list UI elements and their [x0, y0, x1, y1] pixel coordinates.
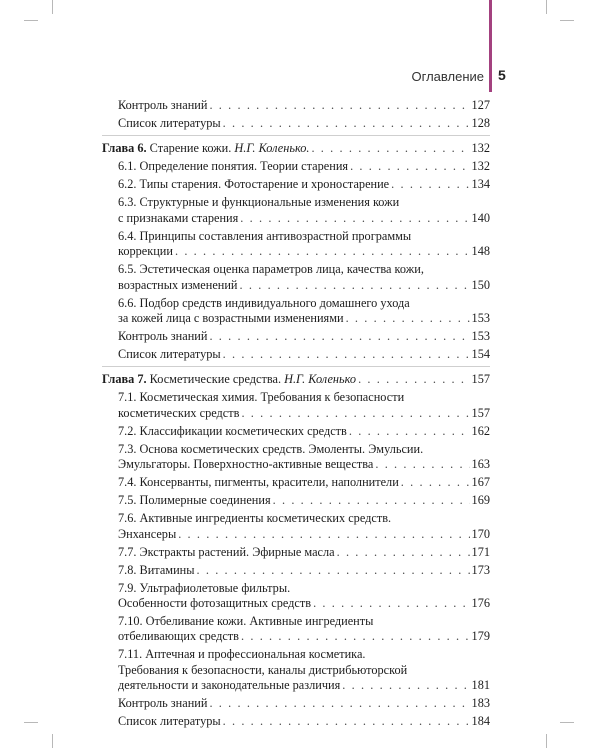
chapter-heading[interactable]: Глава 6. Старение кожи. Н.Г. Коленько. . . . 132 [102, 141, 490, 156]
toc-entry[interactable]: 6.1. Определение понятия. Теории старения . . . 132 [118, 159, 490, 174]
table-of-contents [102, 98, 490, 732]
toc-entry[interactable]: 7.6. Активные ингредиенты косметических средств. Энхансеры . . . 170 [118, 511, 490, 542]
crop-mark [560, 20, 574, 21]
crop-mark [546, 0, 547, 14]
toc-entry[interactable]: 7.10. Отбеливание кожи. Активные ингредиенты отбеливающих средств . . . 179 [118, 614, 490, 645]
toc-entry[interactable]: 7.8. Витамины . . . 173 [118, 563, 490, 578]
toc-entry[interactable]: 7.3. Основа косметических средств. Эмоленты. Эмульсии. Эмульгаторы. Поверхностно-активные вещества . . . 163 [118, 442, 490, 473]
toc-entry[interactable]: 7.4. Консерванты, пигменты, красители, наполнители . . . 167 [118, 475, 490, 490]
crop-mark [560, 722, 574, 723]
toc-entry[interactable]: 7.11. Аптечная и профессиональная косметика. Требования к безопасности, каналы дистрибьюторской деятельности и законодательные различия . . . 181 [118, 647, 490, 693]
toc-entry[interactable]: 6.4. Принципы составления антивозрастной программы коррекции . . . 148 [118, 229, 490, 260]
toc-entry[interactable]: 7.7. Экстракты растений. Эфирные масла . . . 171 [118, 545, 490, 560]
section-divider [102, 135, 490, 136]
toc-entry[interactable]: 7.9. Ультрафиолетовые фильтры. Особенности фотозащитных средств . . . 176 [118, 581, 490, 612]
crop-mark [52, 734, 53, 748]
toc-entry[interactable]: 7.1. Косметическая химия. Требования к безопасности косметических средств . . . 157 [118, 390, 490, 421]
toc-entry[interactable]: Список литературы . . . 128 [118, 116, 490, 131]
toc-entry[interactable]: 7.2. Классификации косметических средств . . . 162 [118, 424, 490, 439]
toc-entry[interactable]: Контроль знаний . . . 183 [118, 696, 490, 711]
crop-mark [24, 20, 38, 21]
section-divider [102, 366, 490, 367]
toc-entry[interactable]: Список литературы . . . 154 [118, 347, 490, 362]
toc-entry[interactable]: 6.3. Структурные и функциональные изменения кожи с признаками старения . . . 140 [118, 195, 490, 226]
header-accent-bar [489, 0, 492, 92]
toc-entry[interactable]: 6.5. Эстетическая оценка параметров лица, качества кожи, возрастных изменений . . . 150 [118, 262, 490, 293]
toc-entry[interactable]: 6.2. Типы старения. Фотостарение и хроностарение . . . 134 [118, 177, 490, 192]
crop-mark [546, 734, 547, 748]
chapter-heading[interactable]: Глава 7. Косметические средства. Н.Г. Коленько . . . 157 [102, 372, 490, 387]
toc-entry[interactable]: 6.6. Подбор средств индивидуального домашнего ухода за кожей лица с возрастными изменениями . . . 153 [118, 296, 490, 327]
toc-entry[interactable]: Контроль знаний . . . 153 [118, 329, 490, 344]
toc-entry[interactable]: Список литературы . . . 184 [118, 714, 490, 729]
running-head: Оглавление [411, 69, 484, 84]
toc-entry[interactable]: 7.5. Полимерные соединения . . . 169 [118, 493, 490, 508]
page-number: 5 [498, 67, 506, 83]
crop-mark [24, 722, 38, 723]
toc-entry[interactable]: Контроль знаний . . . 127 [118, 98, 490, 113]
crop-mark [52, 0, 53, 14]
